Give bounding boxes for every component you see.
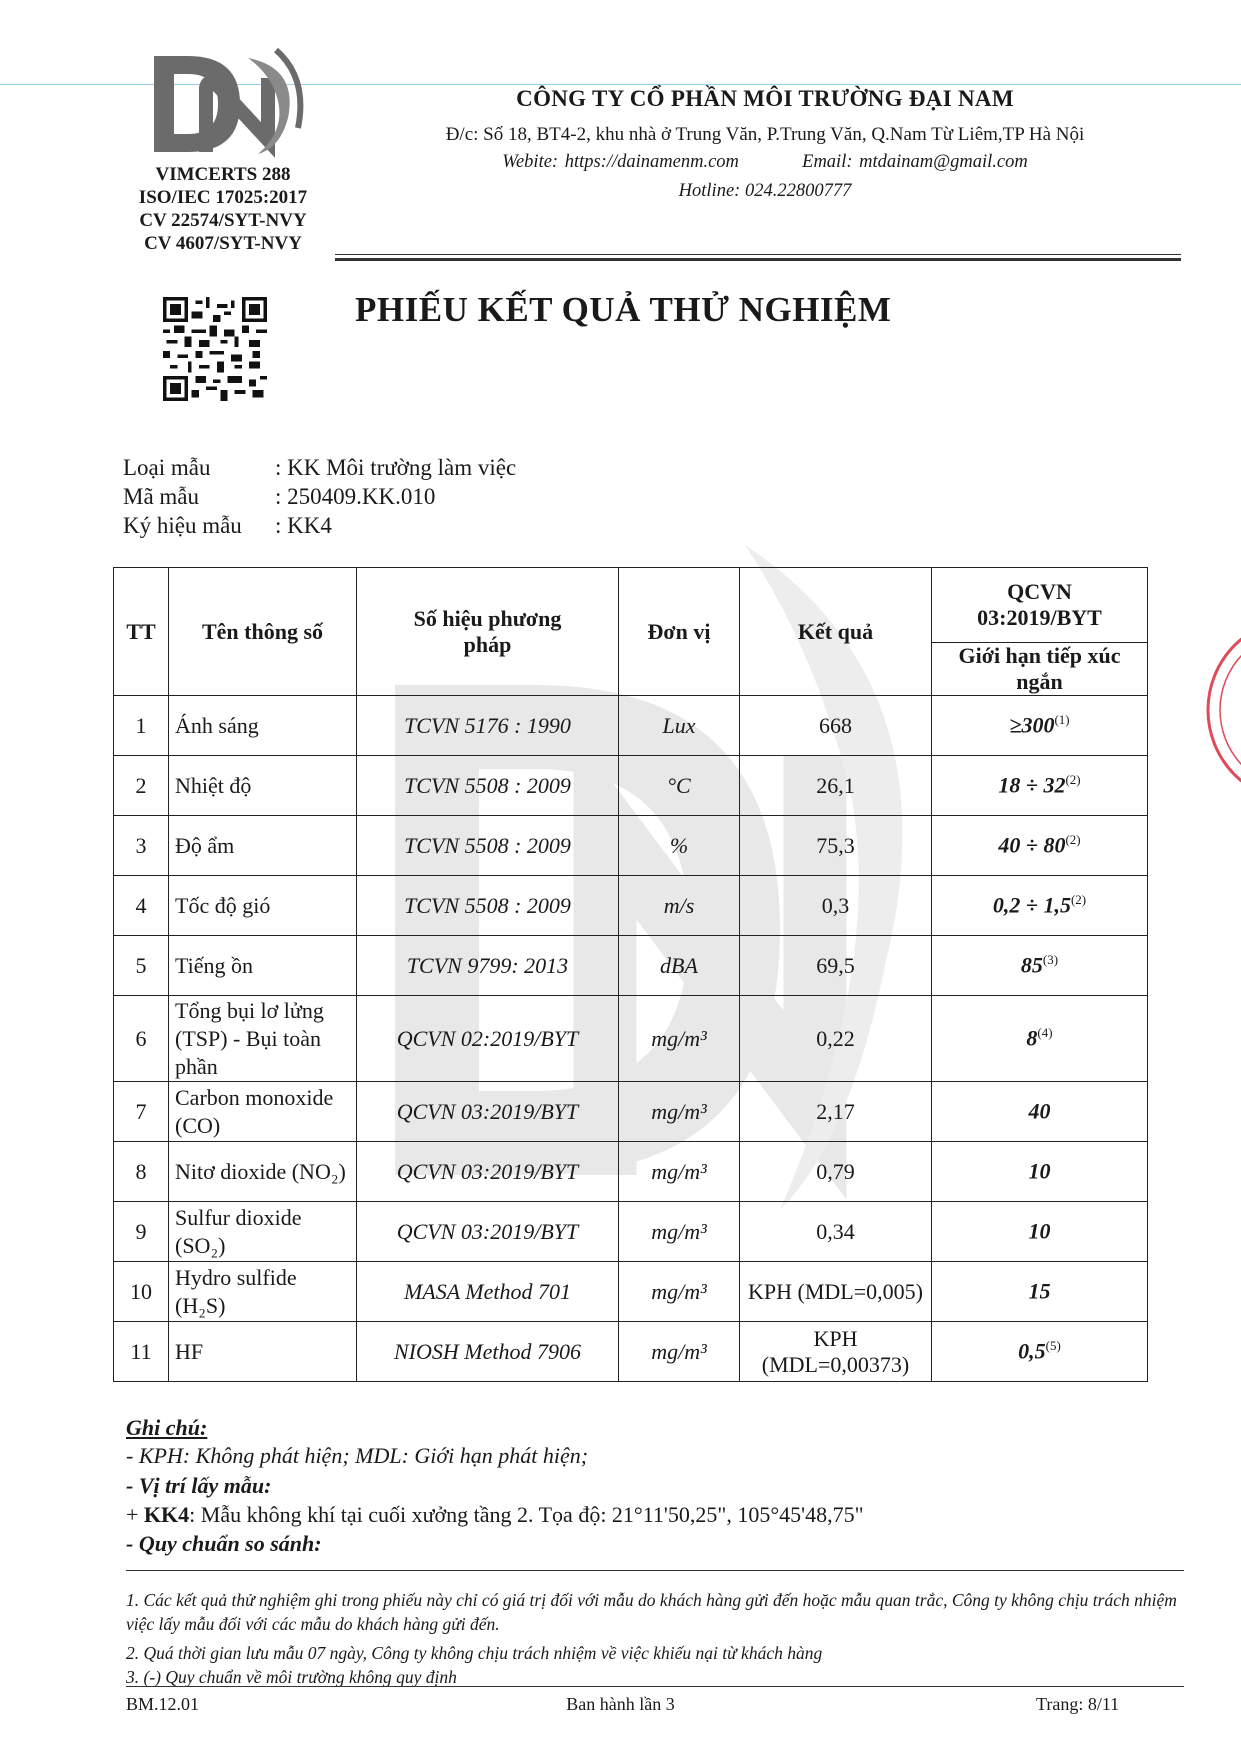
cert-cv2: CV 4607/SYT-NVY (144, 233, 302, 254)
cert-cv1: CV 22574/SYT-NVY (139, 210, 307, 231)
cell-tt: 3 (114, 816, 169, 876)
col-header-standard: QCVN 03:2019/BYT (932, 568, 1148, 643)
cell-tt: 7 (114, 1082, 169, 1142)
cell-method: MASA Method 701 (357, 1262, 619, 1322)
limit-footnote-ref: (1) (1054, 712, 1070, 728)
cell-method: QCVN 02:2019/BYT (357, 996, 619, 1082)
cell-result: KPH (MDL=0,005) (740, 1262, 932, 1322)
footnote-3: 3. (-) Quy chuẩn về môi trường không quy định (126, 1667, 457, 1687)
hotline-text: Hotline: 024.22800777 (678, 181, 852, 201)
limit-footnote-ref: (2) (1070, 892, 1087, 908)
cell-unit: % (619, 816, 740, 876)
col-header-tt: TT (114, 568, 169, 696)
sample-symbol-value: : KK4 (275, 513, 332, 538)
cell-method: QCVN 03:2019/BYT (357, 1202, 619, 1262)
col-header-method: Số hiệu phương pháp (357, 568, 619, 696)
cell-limit: $40 \div 80^{(2)}$ (932, 816, 1148, 876)
company-contact (330, 152, 1200, 173)
cell-result: 0,22 (740, 996, 932, 1082)
cell-tt: 8 (114, 1142, 169, 1202)
cell-tt: 11 (114, 1322, 169, 1382)
footer-divider (126, 1686, 1184, 1687)
notes-standard-heading: - Quy chuẩn so sánh: (126, 1531, 322, 1556)
cell-method: TCVN 9799: 2013 (357, 936, 619, 996)
header-divider-thick (335, 258, 1181, 261)
cell-name: Carbon monoxide (CO) (169, 1082, 357, 1142)
cell-name: Ánh sáng (169, 696, 357, 756)
cell-name: Tiếng ồn (169, 936, 357, 996)
cell-name: Nitơ dioxide (NO₂) (169, 1142, 357, 1202)
cert-vimcerts: VIMCERTS 288 (155, 164, 291, 185)
cell-result: 26,1 (740, 756, 932, 816)
cell-limit: $0,2 \div 1,5^{(2)}$ (932, 876, 1148, 936)
cell-result: 75,3 (740, 816, 932, 876)
notes-location-heading: - Vị trí lấy mẫu: (126, 1473, 272, 1498)
issue-number: Ban hành lần 3 (566, 1694, 675, 1714)
notes-heading: Ghi chú: (126, 1415, 208, 1440)
cell-unit: m/s (619, 876, 740, 936)
cert-iso: ISO/IEC 17025:2017 (138, 187, 308, 208)
cell-unit: mg/m³ (619, 1322, 740, 1382)
cell-method: QCVN 03:2019/BYT (357, 1142, 619, 1202)
sample-symbol-label: Ký hiệu mẫu (123, 513, 242, 538)
cell-limit: 10 (932, 1202, 1148, 1262)
table-row (114, 1082, 1148, 1142)
cell-name: HF (169, 1322, 357, 1382)
cell-method: TCVN 5508 : 2009 (357, 816, 619, 876)
cell-name: Sulfur dioxide (SO₂) (169, 1202, 357, 1262)
company-name: CÔNG TY CỔ PHẦN MÔI TRƯỜNG ĐẠI NAM (516, 86, 1014, 111)
table-row (114, 1202, 1148, 1262)
document-title: PHIẾU KẾT QUẢ THỬ NGHIỆM (355, 290, 892, 329)
cell-result: 0,79 (740, 1142, 932, 1202)
cell-method: TCVN 5176 : 1990 (357, 696, 619, 756)
table-body (114, 696, 1148, 1382)
table-row (114, 756, 1148, 816)
table-row (114, 996, 1148, 1082)
cell-limit: 0,5$^{(5)}$ (932, 1322, 1148, 1382)
cell-result: 2,17 (740, 1082, 932, 1142)
qr-code (163, 297, 267, 401)
cell-name: Độ ẩm (169, 816, 357, 876)
location-code: KK4 (143, 1502, 190, 1527)
cell-method: TCVN 5508 : 2009 (357, 756, 619, 816)
col-header-limit: Giới hạn tiếp xúc ngắn (932, 643, 1148, 696)
cell-tt: 1 (114, 696, 169, 756)
table-row (114, 696, 1148, 756)
cell-unit: °C (619, 756, 740, 816)
cell-limit: $\ge 300^{(1)}$ (932, 696, 1148, 756)
table-row (114, 876, 1148, 936)
cell-name: Nhiệt độ (169, 756, 357, 816)
sample-symbol-row (123, 512, 332, 540)
email-text: Email: mtdainam@gmail.com (802, 152, 1028, 172)
cell-method: QCVN 03:2019/BYT (357, 1082, 619, 1142)
cell-limit: 8$^{(4)}$ (932, 996, 1148, 1082)
cell-unit: mg/m³ (619, 1262, 740, 1322)
page-number: Trang: 8/11 (1036, 1694, 1120, 1714)
cell-method: TCVN 5508 : 2009 (357, 876, 619, 936)
sample-code-value: : 250409.KK.010 (275, 484, 436, 509)
footnote-divider (126, 1570, 1184, 1571)
cell-result: 0,34 (740, 1202, 932, 1262)
col-header-name: Tên thông số (169, 568, 357, 696)
cell-limit: 40 (932, 1082, 1148, 1142)
cell-result: 69,5 (740, 936, 932, 996)
company-address: Đ/c: Số 18, BT4-2, khu nhà ở Trung Văn, P.Trung Văn, Q.Nam Từ Liêm,TP Hà Nội (445, 124, 1085, 145)
footnote-2: 2. Quá thời gian lưu mẫu 07 ngày, Công ty không chịu trách nhiệm về việc khiếu nại từ khách hàng (126, 1643, 823, 1663)
company-logo (148, 48, 308, 160)
cell-result: 0,3 (740, 876, 932, 936)
table-row (114, 936, 1148, 996)
limit-footnote-ref: (2) (1065, 772, 1081, 788)
cell-limit: 10 (932, 1142, 1148, 1202)
notes-location: + KK4: Mẫu không khí tại cuối xưởng tầng 2. Tọa độ: 21°11'50,25", 105°45'48,75" (126, 1502, 864, 1527)
cell-unit: mg/m³ (619, 1082, 740, 1142)
cell-tt: 2 (114, 756, 169, 816)
table-row (114, 1322, 1148, 1382)
cell-unit: Lux (619, 696, 740, 756)
cell-name: Hydro sulfide (H₂S) (169, 1262, 357, 1322)
cell-tt: 10 (114, 1262, 169, 1322)
table-header-row (114, 568, 1148, 643)
cell-unit: mg/m³ (619, 996, 740, 1082)
cell-unit: mg/m³ (619, 1202, 740, 1262)
col-header-unit: Đơn vị (619, 568, 740, 696)
cell-limit: $18 \div 32^{(2)}$ (932, 756, 1148, 816)
cell-tt: 5 (114, 936, 169, 996)
cell-unit: dBA (619, 936, 740, 996)
cell-result: KPH (MDL=0,00373) (740, 1322, 932, 1382)
results-table (113, 567, 1148, 1382)
header-divider-thin (335, 254, 1181, 255)
table-row (114, 1262, 1148, 1322)
table-row (114, 1142, 1148, 1202)
table-row (114, 816, 1148, 876)
cell-result: 668 (740, 696, 932, 756)
cell-tt: 6 (114, 996, 169, 1082)
cell-name: Tổng bụi lơ lửng (TSP) - Bụi toàn phần (169, 996, 357, 1082)
cell-tt: 4 (114, 876, 169, 936)
sample-type-label: Loại mẫu (123, 455, 211, 480)
limit-footnote-ref: (4) (1037, 1025, 1053, 1041)
sample-code-label: Mã mẫu (123, 484, 200, 509)
sample-type-value: : KK Môi trường làm việc (275, 455, 517, 480)
limit-footnote-ref: (3) (1042, 952, 1059, 968)
sample-code-row (123, 483, 435, 511)
footnote-1: 1. Các kết quả thử nghiệm ghi trong phiếu này chỉ có giá trị đối với mẫu do khách hàng gửi đến hoặc mẫu quan trắc, Công ty không chịu trách nhiệm việc lấy mẫu đối với các mẫu do khách hàng gửi đến. (126, 1590, 1177, 1634)
cell-name: Tốc độ gió (169, 876, 357, 936)
col-header-result: Kết quả (740, 568, 932, 696)
form-code: BM.12.01 (126, 1694, 200, 1714)
website-text: Webite: https://dainamenm.com (502, 152, 739, 172)
cell-unit: mg/m³ (619, 1142, 740, 1202)
limit-footnote-ref: (5) (1045, 1338, 1061, 1354)
limit-footnote-ref: (2) (1065, 832, 1081, 848)
cell-method: NIOSH Method 7906 (357, 1322, 619, 1382)
cell-limit: 15 (932, 1262, 1148, 1322)
cell-limit: 85$^{(3)}$ (932, 936, 1148, 996)
notes-kph: - KPH: Không phát hiện; MDL: Giới hạn phát hiện; (126, 1443, 589, 1468)
cell-tt: 9 (114, 1202, 169, 1262)
location-text: : Mẫu không khí tại cuối xưởng tầng 2. Tọa độ: 21°11'50,25", 105°45'48,75" (189, 1502, 864, 1527)
sample-type-row (123, 454, 516, 482)
red-stamp (1200, 610, 1241, 810)
